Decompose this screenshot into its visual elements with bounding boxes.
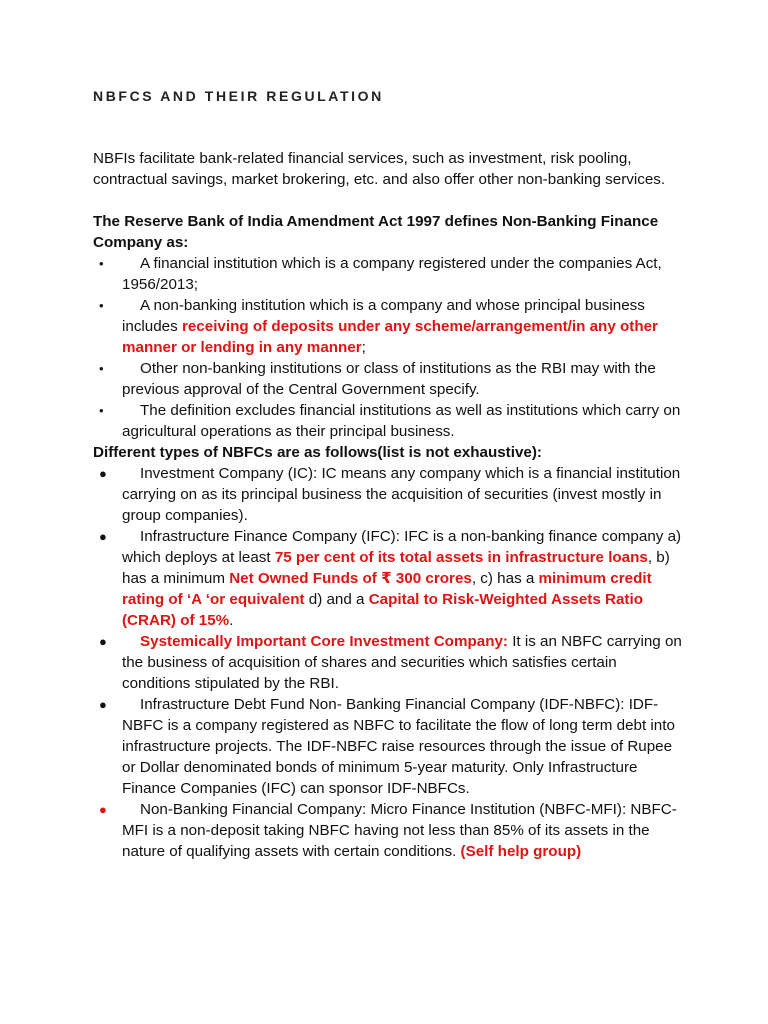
- list-item-text: A non-banking institution which is a company and whose principal business includes: [122, 297, 645, 335]
- highlighted-text: Capital to Risk-Weighted Assets Ratio (CRAR) of 15%: [122, 591, 643, 629]
- list-item-text: ;: [361, 339, 366, 356]
- list-item-text: , c) has a: [471, 570, 539, 587]
- types-heading: Different types of NBFCs are as follows(list is not exhaustive):: [93, 444, 542, 461]
- list-item-text: Other non-banking institutions or class of institutions as the RBI may with the previous approval of the Central Government specify.: [122, 360, 656, 398]
- bullet-icon: •: [99, 298, 104, 313]
- list-item: [93, 631, 683, 694]
- bullet-icon: •: [99, 256, 104, 271]
- highlighted-text: (Self help group): [460, 843, 582, 860]
- list-item-text: Non-Banking Financial Company: Micro Finance Institution (NBFC-MFI): NBFC-MFI is a non-deposit taking NBFC having not less than 85% of its assets in the nature of qualifying assets with certain conditions.: [122, 801, 677, 860]
- list-item-text: d) and a: [304, 591, 369, 608]
- highlighted-text: receiving of deposits under any scheme/arrangement/in any other manner or lending in any manner: [122, 318, 658, 356]
- list-item-text: Infrastructure Debt Fund Non- Banking Financial Company (IDF-NBFC): IDF-NBFC is a company registered as NBFC to facilitate the flow of long term debt into infrastructure projects. The IDF-NBFC raise resources through the issue of Rupee or Dollar denominated bonds of minimum 5-year maturity. Only Infrastructure Finance Companies (IFC) can sponsor IDF-NBFCs.: [122, 696, 675, 797]
- types-list: [93, 463, 683, 862]
- list-item: [93, 358, 683, 400]
- definition-heading: The Reserve Bank of India Amendment Act 1997 defines Non-Banking Finance Company as:: [93, 213, 659, 251]
- bullet-icon: ●: [99, 697, 107, 712]
- list-item-text: Investment Company (IC): IC means any company which is a financial institution carrying on as its principal business the acquisition of securities (invest mostly in group companies).: [122, 465, 681, 524]
- bullet-icon: ●: [99, 634, 107, 649]
- document-body: [93, 148, 683, 862]
- list-item-text: .: [229, 612, 234, 629]
- highlighted-text: Net Owned Funds of ₹ 300 crores: [229, 570, 472, 587]
- list-item: [93, 694, 683, 799]
- list-item-text: A financial institution which is a company registered under the companies Act, 1956/2013;: [122, 255, 662, 293]
- highlighted-text: minimum credit rating of ‘A ‘or equivalent: [122, 570, 652, 608]
- list-item-text: It is an NBFC carrying on the business of acquisition of shares and securities which satisfies certain conditions stipulated by the RBI.: [122, 633, 682, 692]
- highlighted-text: Systemically Important Core Investment Company:: [140, 633, 508, 650]
- definition-list: [93, 253, 683, 442]
- list-item: [93, 799, 683, 862]
- list-item-text: Infrastructure Finance Company (IFC): IFC is a non-banking finance company a) which deploys at least: [122, 528, 682, 566]
- list-item: [93, 526, 683, 631]
- list-item: [93, 253, 683, 295]
- bullet-icon: •: [99, 361, 104, 376]
- bullet-icon: ●: [99, 466, 107, 481]
- page-title: NBFCS AND THEIR REGULATION: [93, 88, 384, 104]
- list-item: [93, 463, 683, 526]
- list-item: [93, 400, 683, 442]
- list-item-text: , b) has a minimum: [122, 549, 670, 587]
- highlighted-text: 75 per cent of its total assets in infrastructure loans: [274, 549, 648, 566]
- bullet-icon: ●: [99, 802, 107, 817]
- bullet-icon: •: [99, 403, 104, 418]
- bullet-icon: ●: [99, 529, 107, 544]
- list-item: [93, 295, 683, 358]
- list-item-text: The definition excludes financial institutions as well as institutions which carry on agricultural operations as their principal business.: [122, 402, 681, 440]
- intro-paragraph: NBFIs facilitate bank-related financial services, such as investment, risk pooling, contractual savings, market brokering, etc. and also offer other non-banking services.: [93, 150, 666, 188]
